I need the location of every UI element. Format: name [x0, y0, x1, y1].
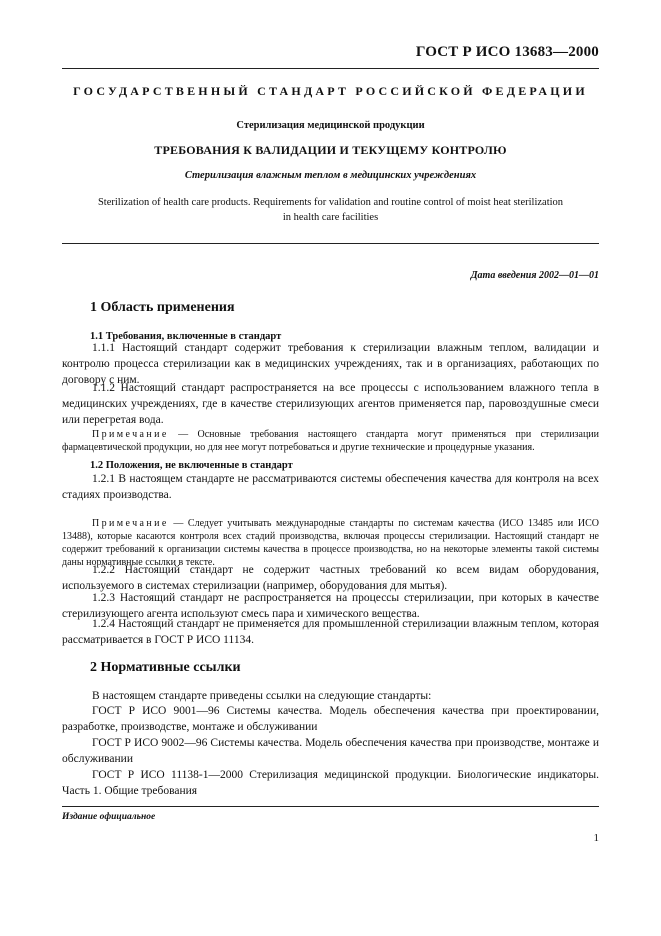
note-2-label: Примечание — [92, 518, 169, 529]
main-title: ТРЕБОВАНИЯ К ВАЛИДАЦИИ И ТЕКУЩЕМУ КОНТРОЛЮ — [154, 143, 507, 157]
note-1-label: Примечание — [92, 429, 169, 440]
reference-item: ГОСТ Р ИСО 11138-1—2000 Стерилизация медицинской продукции. Биологические индикаторы. Часть 1. Общие требования — [62, 769, 599, 797]
paragraph-1-2-1: 1.2.1 В настоящем стандарте не рассматриваются системы обеспечения качества для контроля на всех стадиях производства. — [62, 473, 599, 501]
paragraph-1-2-2: 1.2.2 Настоящий стандарт не содержит частных требований ко всем видам оборудования, используемого в системах стерилизации (например, оборудования для мытья). — [62, 564, 599, 592]
document-code: ГОСТ Р ИСО 13683—2000 — [415, 44, 599, 60]
paragraph-1-2-3: 1.2.3 Настоящий стандарт не распространяется на процессы стерилизации, при которых в качестве стерилизующего агента используют смесь пара и химического вещества. — [62, 592, 599, 620]
english-title-line-1: Sterilization of health care products. Requirements for validation and routine control of moist heat sterilization — [97, 197, 564, 208]
title-rule — [62, 243, 599, 244]
official-edition-label: Издание официальное — [62, 812, 156, 822]
note-1 — [62, 428, 599, 454]
section-1-heading: 1 Область применения — [90, 300, 235, 315]
note-2-text: — Следует учитывать международные стандарты по системам качества (ИСО 13485 или ИСО 13488), которые касаются контроля всех стадий производства, включая процессы стерилизации. Настоящий стандарт не содержит требований к организации системы качества в процессе производства, но на некоторые элементы такой системы даны нормативные ссылки в тексте. — [62, 518, 599, 568]
state-standard-title: ГОСУДАРСТВЕННЫЙ СТАНДАРТ РОССИЙСКОЙ ФЕДЕРАЦИИ — [73, 84, 588, 98]
footer-rule — [62, 806, 599, 807]
note-1-text: — Основные требования настоящего стандарта могут применяться при стерилизации фармацевтической продукции, но для нее могут потребоваться и другие технические и процедурные указания. — [62, 429, 599, 453]
subsection-1-1-heading: 1.1 Требования, включенные в стандарт — [90, 331, 282, 342]
english-title — [62, 195, 599, 225]
reference-item: ГОСТ Р ИСО 9001—96 Системы качества. Модель обеспечения качества при проектировании, разработке, производстве, монтаже и обслуживании — [62, 705, 599, 733]
top-rule — [62, 68, 599, 69]
subtitle: Стерилизация влажным теплом в медицинских учреждениях — [184, 170, 477, 181]
subject-title: Стерилизация медицинской продукции — [236, 120, 425, 131]
paragraph-1-1-2: 1.1.2 Настоящий стандарт распространяется на все процессы с использованием влажного тепла в медицинских учреждениях, где в качестве стерилизующих агентов применяется пар, паровоздушные смеси или перегретая вода. — [62, 382, 599, 426]
references-intro: В настоящем стандарте приведены ссылки на следующие стандарты: — [92, 690, 432, 702]
english-title-line-2: in health care facilities — [282, 212, 379, 223]
section-2-heading: 2 Нормативные ссылки — [90, 660, 241, 675]
reference-item: ГОСТ Р ИСО 9002—96 Системы качества. Модель обеспечения качества при производстве, монтаже и обслуживании — [62, 737, 599, 765]
paragraph-1-2-4: 1.2.4 Настоящий стандарт не применяется для промышленной стерилизации влажным теплом, которая рассматривается в ГОСТ Р ИСО 11134. — [62, 618, 599, 646]
subsection-1-2-heading: 1.2 Положения, не включенные в стандарт — [90, 460, 293, 471]
introduction-date: Дата введения 2002—01—01 — [470, 270, 599, 281]
page-number: 1 — [593, 832, 599, 844]
paragraph-1-1-1: 1.1.1 Настоящий стандарт содержит требования к стерилизации влажным теплом, валидации и контролю процесса стерилизации как в медицинских учреждениях, так и в организациях, работающих по договору с ним. — [62, 342, 599, 386]
